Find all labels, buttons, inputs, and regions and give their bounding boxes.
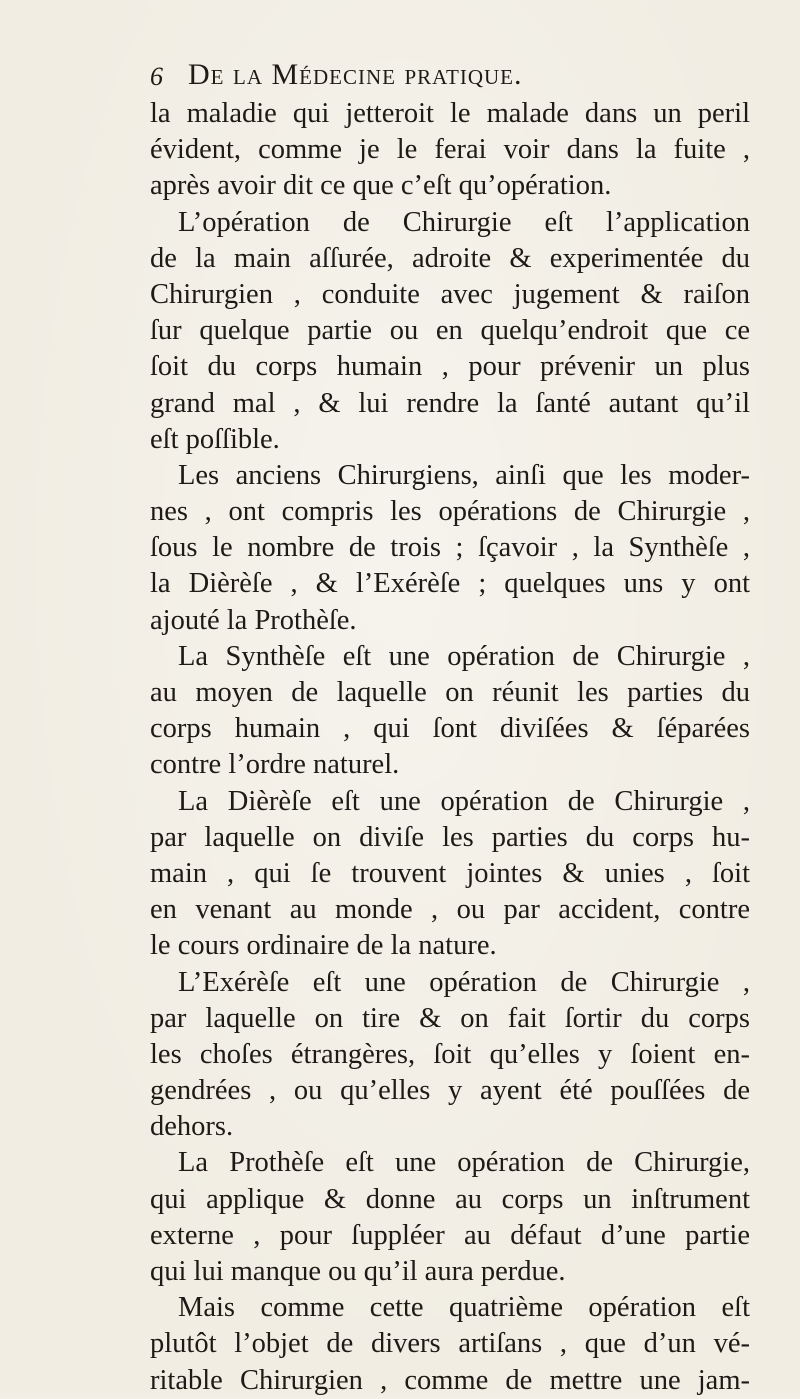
text-line: grand mal , & lui rendre la ſanté autant qu’il	[150, 387, 750, 419]
text-line: la Dièrèſe , & l’Exérèſe ; quelques uns y ont	[150, 568, 750, 600]
text-line: ſous le nombre de trois ; ſçavoir , la Synthèſe ,	[150, 532, 750, 564]
text-line: évident, comme je le ferai voir dans la fuite ,	[150, 134, 750, 166]
text-line: eſt poſſible.	[150, 423, 280, 455]
running-head	[188, 58, 523, 92]
text-line: plutôt l’objet de divers artiſans , que d’un vé-	[150, 1328, 750, 1360]
text-line: L’Exérèſe eſt une opération de Chirurgie ,	[178, 966, 750, 998]
text-line: contre l’ordre naturel.	[150, 749, 400, 781]
text-line: Les anciens Chirurgiens, ainſi que les moder-	[178, 459, 750, 491]
text-line: de la main aſſurée, adroite & experimentée du	[150, 242, 750, 274]
text-line: La Prothèſe eſt une opération de Chirurgie,	[178, 1147, 750, 1179]
text-line: gendrées , ou qu’elles y ayent été pouſſées de	[150, 1075, 750, 1107]
text-line: La Synthèſe eſt une opération de Chirurgie ,	[178, 640, 750, 672]
text-line: par laquelle on tire & on fait ſortir du corps	[150, 1002, 750, 1034]
running-head-initial: D	[188, 58, 211, 91]
text-line: la maladie qui jetteroit le malade dans un peril	[150, 98, 750, 129]
text-line: L’opération de Chirurgie eſt l’application	[178, 206, 750, 238]
text-line: dehors.	[150, 1111, 234, 1143]
text-line: ſur quelque partie ou en quelqu’endroit que ce	[150, 315, 750, 347]
text-line: après avoir dit ce que c’eſt qu’opération.	[150, 170, 612, 202]
text-line: les choſes étrangères, ſoit qu’elles y ſoient en-	[150, 1038, 750, 1070]
text-line: corps humain , qui ſont diviſées & ſéparées	[150, 713, 750, 745]
page-header	[150, 58, 750, 98]
text-line: externe , pour ſuppléer au défaut d’une partie	[150, 1219, 750, 1251]
text-line: ritable Chirurgien , comme de mettre une jam-	[150, 1364, 750, 1396]
text-line: le cours ordinaire de la nature.	[150, 930, 497, 962]
text-line: Chirurgien , conduite avec jugement & raiſon	[150, 278, 750, 310]
text-line: nes , ont compris les opérations de Chirurgie ,	[150, 496, 750, 528]
text-line: en venant au monde , ou par accident, contre	[150, 894, 750, 926]
text-line: qui lui manque ou qu’il aura perdue.	[150, 1256, 566, 1287]
text-line: au moyen de laquelle on réunit les parties du	[150, 677, 750, 708]
text-line: ſoit du corps humain , pour prévenir un plus	[150, 351, 750, 383]
text-line: La Dièrèſe eſt une opération de Chirurgie ,	[178, 785, 750, 817]
page-number: 6	[150, 62, 163, 91]
text-line: ajouté la Prothèſe.	[150, 604, 357, 636]
text-line: main , qui ſe trouvent jointes & unies , ſoit	[150, 857, 750, 889]
text-line: par laquelle on diviſe les parties du corps hu-	[150, 821, 750, 853]
body-text	[150, 96, 750, 1399]
text-line: Mais comme cette quatrième opération eſt	[178, 1292, 750, 1324]
running-head-text: e la Médecine pratique.	[210, 58, 523, 91]
text-line: qui applique & donne au corps un inſtrument	[150, 1183, 750, 1215]
